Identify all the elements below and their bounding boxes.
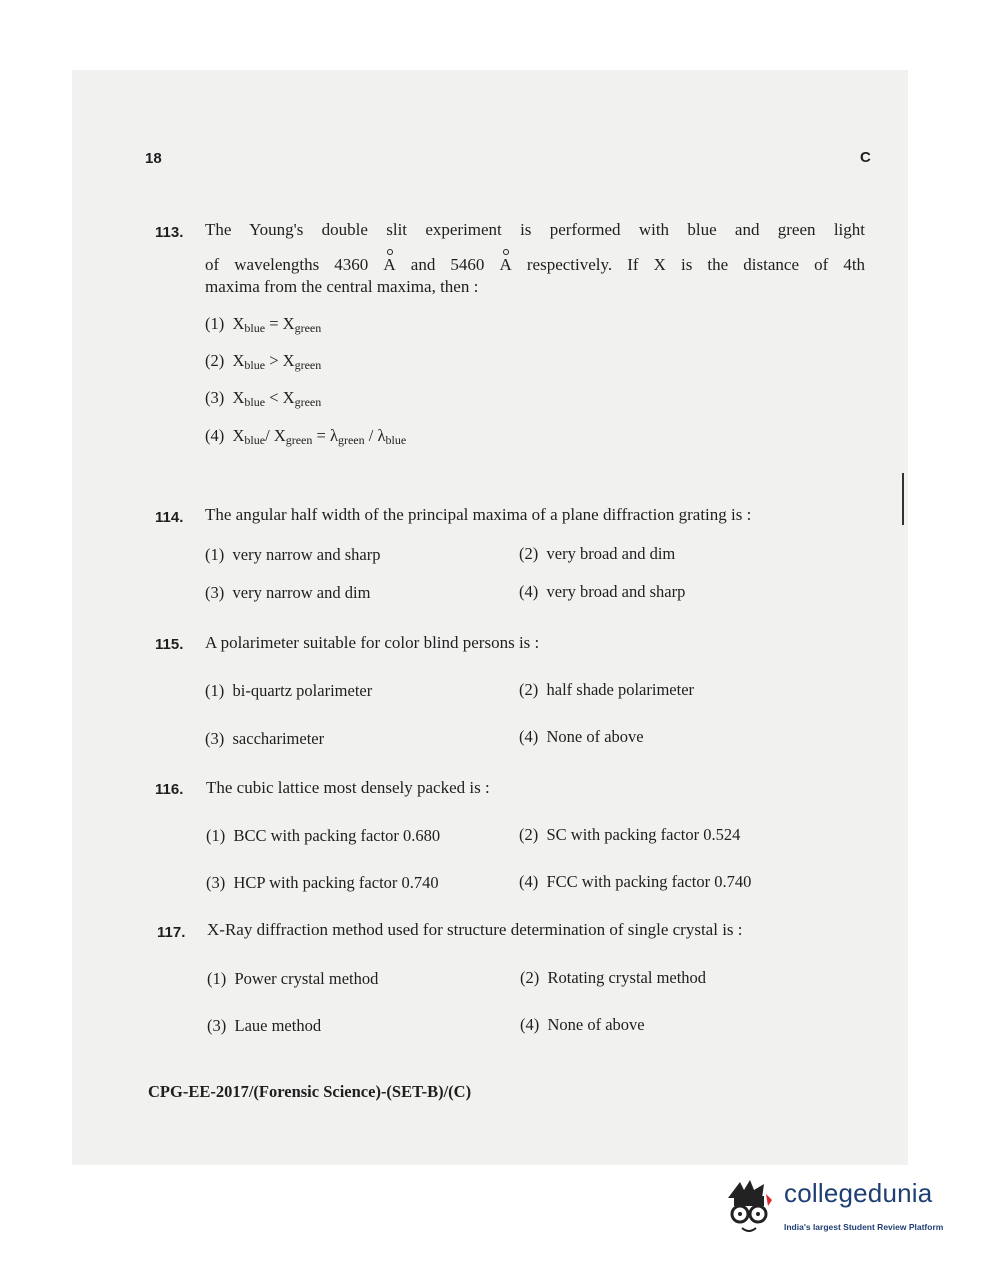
option-1[interactable]: (1) Power crystal method <box>207 969 379 988</box>
option-3[interactable]: (3) Laue method <box>207 1016 322 1035</box>
angstrom-unit: A <box>383 255 396 274</box>
option-4[interactable]: (4) None of above <box>520 1015 645 1034</box>
option-3[interactable]: (3) HCP with packing factor 0.740 <box>206 873 439 892</box>
set-code: C <box>860 149 871 166</box>
option-3[interactable]: (3) saccharimeter <box>205 729 325 748</box>
question-text-line: maxima from the central maxima, then : <box>205 277 479 296</box>
question-text: The angular half width of the principal maxima of a plane diffraction grating is : <box>205 505 752 524</box>
option-2[interactable]: (2) half shade polarimeter <box>519 680 695 699</box>
margin-mark <box>902 473 904 525</box>
option-4[interactable]: (4) FCC with packing factor 0.740 <box>519 872 752 891</box>
option-1[interactable]: (1) $X_{blue} = X_{green}$ <box>205 314 322 335</box>
collegedunia-tagline: India's largest Student Review Platform <box>784 1222 944 1232</box>
question-text-line: of wavelengths 4360 A and 5460 A respectively. If X is the distance of 4th <box>205 255 866 274</box>
option-1[interactable]: (1) bi-quartz polarimeter <box>205 681 373 700</box>
option-2[interactable]: (2) very broad and dim <box>519 544 676 563</box>
question-number: 117. <box>157 924 186 941</box>
option-4[interactable]: (4) $X_{blue}/$ $X_{green} = \lambda_{green} / \lambda_{blue}$ <box>205 426 407 447</box>
question-text: A polarimeter suitable for color blind persons is : <box>205 633 540 652</box>
question-number: 115. <box>155 636 184 653</box>
option-2[interactable]: (2) SC with packing factor 0.524 <box>519 825 741 844</box>
option-4[interactable]: (4) very broad and sharp <box>519 582 686 601</box>
option-1[interactable]: (1) BCC with packing factor 0.680 <box>206 826 441 845</box>
angstrom-unit: A <box>499 255 512 274</box>
page-number: 18 <box>145 150 162 167</box>
option-4[interactable]: (4) None of above <box>519 727 644 746</box>
option-1[interactable]: (1) very narrow and sharp <box>205 545 381 564</box>
question-number: 116. <box>155 781 184 798</box>
collegedunia-brand: collegedunia <box>784 1178 933 1208</box>
question-text: The cubic lattice most densely packed is : <box>206 778 490 797</box>
option-2[interactable]: (2) $X_{blue} > X_{green}$ <box>205 351 322 372</box>
option-2[interactable]: (2) Rotating crystal method <box>520 968 707 987</box>
question-text: X-Ray diffraction method used for structure determination of single crystal is : <box>207 920 743 939</box>
paper-code-footer: CPG-EE-2017/(Forensic Science)-(SET-B)/(C) <box>148 1082 472 1101</box>
option-3[interactable]: (3) $X_{blue} < X_{green}$ <box>205 388 322 409</box>
question-number: 114. <box>155 509 184 526</box>
question-text-line: The Young's double slit experiment is performed with blue and green light <box>205 220 865 239</box>
question-number: 113. <box>155 224 184 241</box>
option-3[interactable]: (3) very narrow and dim <box>205 583 371 602</box>
